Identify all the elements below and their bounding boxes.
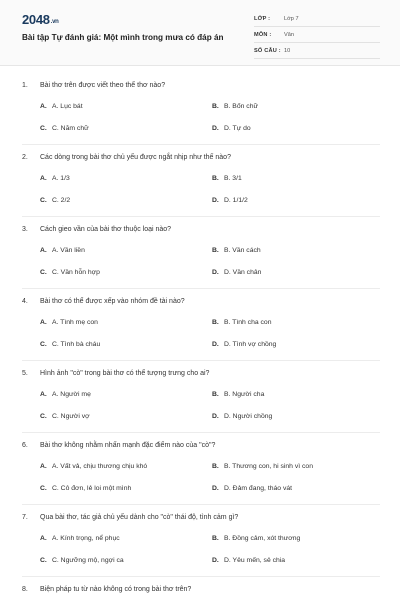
option-text: B. Người cha <box>224 391 265 398</box>
question-divider <box>22 144 380 145</box>
question-number: 2. <box>22 154 28 161</box>
answer-option[interactable] <box>212 557 285 564</box>
option-letter: A. <box>40 463 47 470</box>
option-text: A. 1/3 <box>52 175 70 182</box>
option-text: C. Năm chữ <box>52 125 89 132</box>
option-letter: C. <box>40 197 47 204</box>
answer-option[interactable] <box>40 485 131 492</box>
meta-value: 10 <box>284 48 291 54</box>
option-text: A. Vần liền <box>52 247 85 254</box>
question-number: 4. <box>22 298 28 305</box>
option-text: C. Vần hỗn hợp <box>52 269 100 276</box>
option-text: B. Thương con, hi sinh vì con <box>224 463 313 470</box>
question-divider <box>22 216 380 217</box>
option-text: D. Vần chân <box>224 269 262 276</box>
answer-option[interactable] <box>40 463 147 470</box>
question-text: Hình ảnh "cò" trong bài thơ có thể tượng trưng cho ai? <box>40 370 210 377</box>
option-letter: D. <box>212 413 219 420</box>
answer-option[interactable] <box>40 413 90 420</box>
meta-row-subject <box>254 29 380 43</box>
answer-option[interactable] <box>40 175 70 182</box>
meta-value: Lớp 7 <box>284 16 299 22</box>
answer-option[interactable] <box>212 269 261 276</box>
option-text: B. Bốn chữ <box>224 103 259 110</box>
answer-option[interactable] <box>40 391 91 398</box>
answer-option[interactable] <box>212 103 258 110</box>
option-letter: B. <box>212 175 219 182</box>
answer-option[interactable] <box>212 485 292 492</box>
answer-option[interactable] <box>40 103 83 110</box>
option-letter: A. <box>40 319 47 326</box>
option-letter: D. <box>212 125 219 132</box>
answer-option[interactable] <box>40 247 85 254</box>
question-divider <box>22 432 380 433</box>
question-text: Qua bài thơ, tác giả chủ yếu dành cho "cò" thái độ, tình cảm gì? <box>40 514 239 521</box>
meta-row-count <box>254 45 380 59</box>
option-text: D. Tự do <box>224 125 251 132</box>
question-number: 8. <box>22 586 28 593</box>
option-text: A. Vất vả, chịu thương chịu khó <box>52 463 148 470</box>
answer-option[interactable] <box>212 319 271 326</box>
question-number: 1. <box>22 82 28 89</box>
meta-key: SỐ CÂU : <box>254 48 281 54</box>
option-text: B. 3/1 <box>224 175 242 182</box>
logo-suffix: .vn <box>50 19 59 25</box>
option-letter: C. <box>40 125 47 132</box>
question-number: 5. <box>22 370 28 377</box>
answer-option[interactable] <box>212 413 272 420</box>
meta-key: LỚP : <box>254 16 271 22</box>
answer-option[interactable] <box>40 197 70 204</box>
answer-option[interactable] <box>212 535 300 542</box>
option-letter: D. <box>212 341 219 348</box>
answer-option[interactable] <box>40 125 89 132</box>
option-text: C. Cô đơn, lẻ loi một mình <box>52 485 132 492</box>
option-letter: B. <box>212 391 219 398</box>
page-header <box>0 0 400 66</box>
option-letter: D. <box>212 269 219 276</box>
meta-value: Văn <box>284 32 294 38</box>
option-letter: B. <box>212 103 219 110</box>
option-text: A. Người mẹ <box>52 391 91 398</box>
question-divider <box>22 288 380 289</box>
option-letter: C. <box>40 413 47 420</box>
answer-option[interactable] <box>212 341 276 348</box>
option-text: D. Tình vợ chồng <box>224 341 277 348</box>
option-letter: B. <box>212 319 219 326</box>
option-text: A. Tình mẹ con <box>52 319 98 326</box>
option-text: C. Tình bà cháu <box>52 341 101 348</box>
option-text: D. Đảm đang, tháo vát <box>224 485 293 492</box>
option-letter: C. <box>40 485 47 492</box>
answer-option[interactable] <box>212 463 313 470</box>
answer-option[interactable] <box>40 341 100 348</box>
answer-option[interactable] <box>212 125 251 132</box>
question-text: Bài thơ có thể được xếp vào nhóm đề tài nào? <box>40 298 185 305</box>
option-letter: A. <box>40 535 47 542</box>
option-letter: C. <box>40 269 47 276</box>
option-text: A. Lục bát <box>52 103 83 110</box>
meta-row-class <box>254 13 380 27</box>
site-logo[interactable] <box>22 12 59 27</box>
logo-text: 2048 <box>22 12 50 27</box>
option-text: A. Kính trọng, nể phục <box>52 535 120 542</box>
question-number: 3. <box>22 226 28 233</box>
option-text: D. 1/1/2 <box>224 197 248 204</box>
answer-option[interactable] <box>212 247 261 254</box>
answer-option[interactable] <box>40 269 100 276</box>
meta-key: MÔN : <box>254 32 272 38</box>
option-text: B. Tình cha con <box>224 319 272 326</box>
option-text: C. Ngưỡng mộ, ngợi ca <box>52 557 124 564</box>
option-letter: C. <box>40 557 47 564</box>
answer-option[interactable] <box>212 197 248 204</box>
option-letter: B. <box>212 247 219 254</box>
option-letter: A. <box>40 103 47 110</box>
question-item <box>22 586 382 600</box>
question-number: 6. <box>22 442 28 449</box>
option-letter: A. <box>40 175 47 182</box>
question-divider <box>22 360 380 361</box>
question-text: Bài thơ trên được viết theo thể thơ nào? <box>40 82 166 89</box>
option-text: B. Vần cách <box>224 247 261 254</box>
question-text: Các dòng trong bài thơ chủ yếu được ngắt nhịp như thế nào? <box>40 154 231 161</box>
page-title: Bài tập Tự đánh giá: Một mình trong mưa có đáp án <box>22 33 224 42</box>
option-text: C. Người vợ <box>52 413 90 420</box>
option-letter: B. <box>212 463 219 470</box>
answer-option[interactable] <box>212 175 242 182</box>
answer-option[interactable] <box>40 535 120 542</box>
option-letter: B. <box>212 535 219 542</box>
option-text: D. Người chồng <box>224 413 273 420</box>
option-letter: D. <box>212 557 219 564</box>
option-text: D. Yêu mến, sẻ chia <box>224 557 286 564</box>
option-text: B. Đồng cảm, xót thương <box>224 535 301 542</box>
option-letter: D. <box>212 197 219 204</box>
option-letter: C. <box>40 341 47 348</box>
option-letter: A. <box>40 247 47 254</box>
option-letter: D. <box>212 485 219 492</box>
option-letter: A. <box>40 391 47 398</box>
question-text: Bài thơ không nhằm nhấn mạnh đặc điểm nào của "cò"? <box>40 442 216 449</box>
question-text: Cách gieo vần của bài thơ thuộc loại nào? <box>40 226 172 233</box>
answer-option[interactable] <box>212 391 264 398</box>
question-divider <box>22 576 380 577</box>
answer-option[interactable] <box>40 557 124 564</box>
option-text: C. 2/2 <box>52 197 71 204</box>
answer-option[interactable] <box>40 319 98 326</box>
question-number: 7. <box>22 514 28 521</box>
question-text: Biện pháp tu từ nào không có trong bài thơ trên? <box>40 586 192 593</box>
question-divider <box>22 504 380 505</box>
